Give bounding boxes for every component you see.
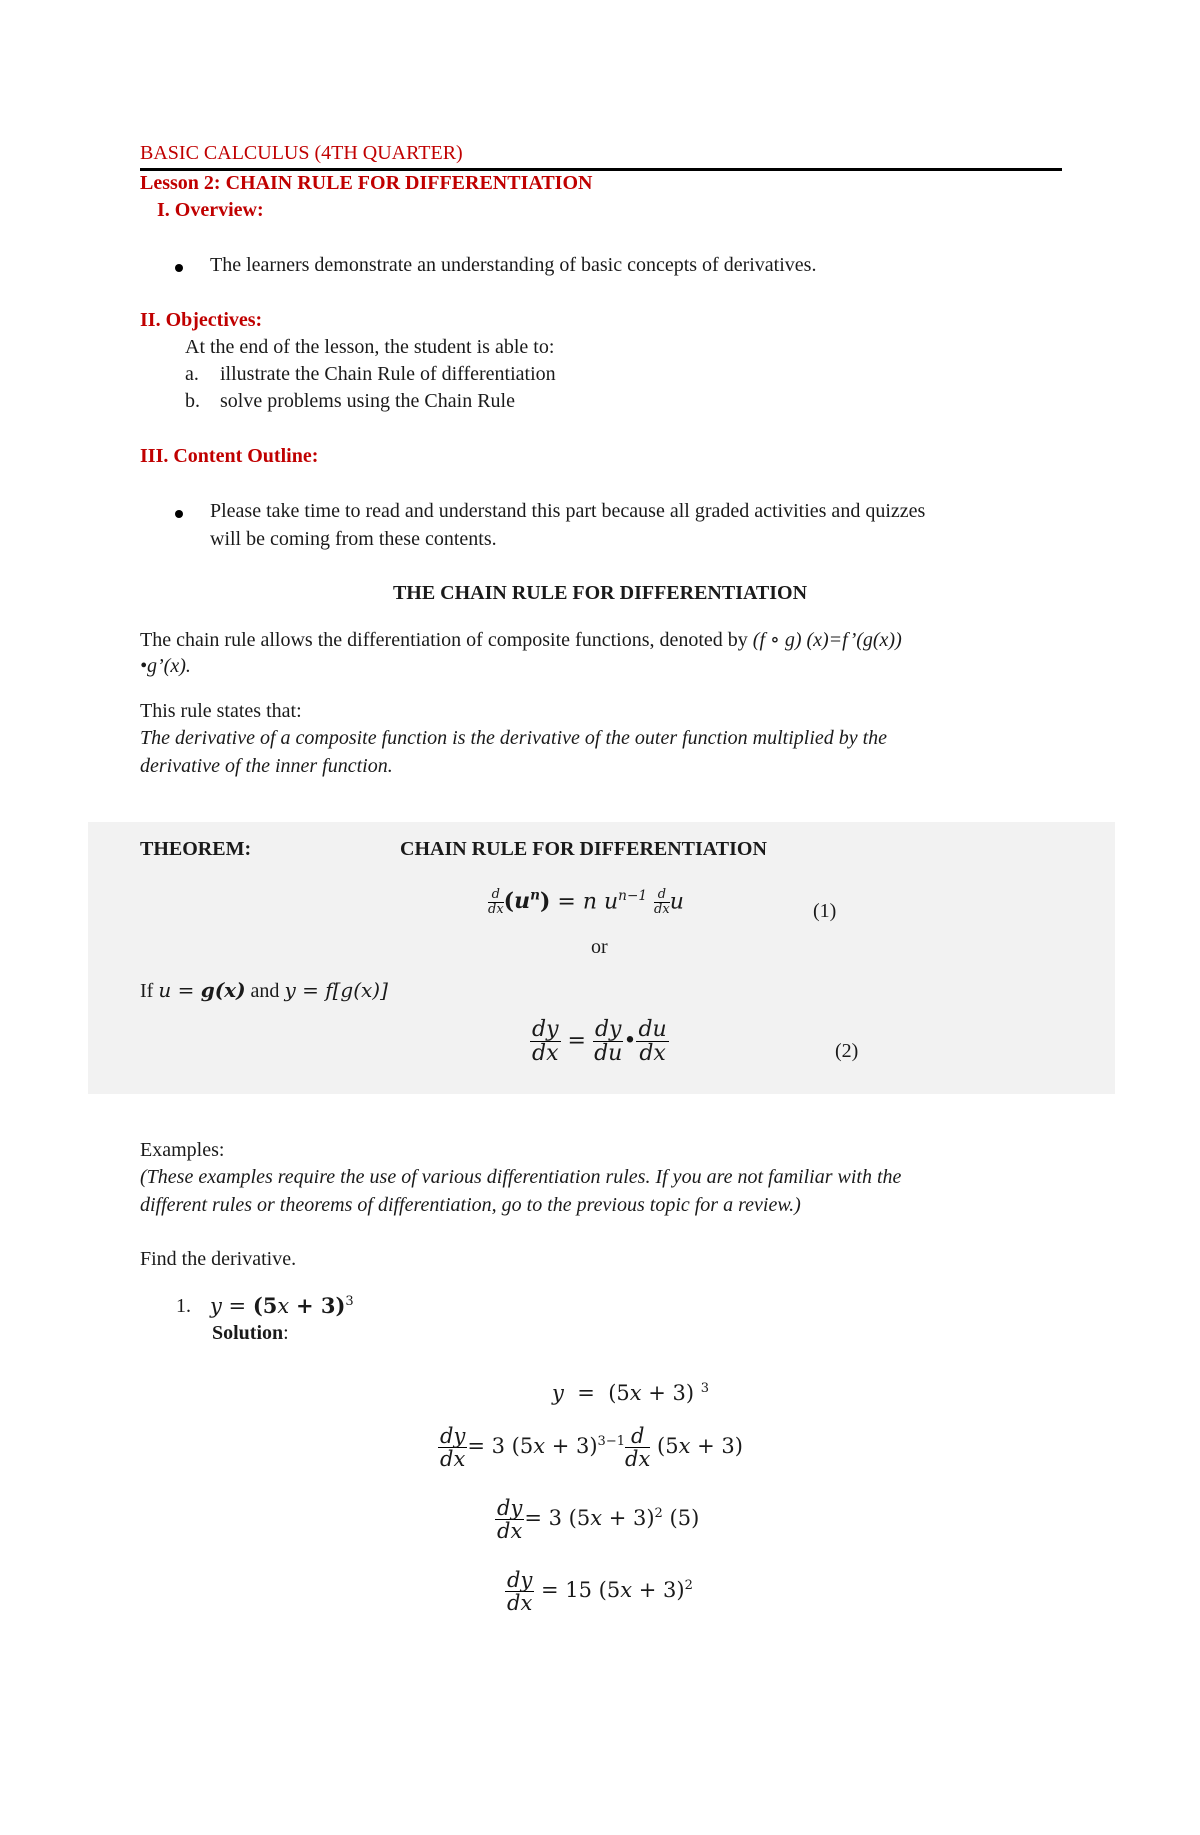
examples-label: Examples: [140,1139,225,1161]
objective-item-marker: b. [185,390,200,412]
find-derivative-instruction: Find the derivative. [140,1248,297,1270]
lesson-title: Lesson 2: CHAIN RULE FOR DIFFERENTIATION [140,172,593,194]
leibniz-chain-equation: $\frac{dy}{dx}$ = $\frac{dy}{du}$ • $\frac{du}{dx}$ [532,1017,667,1067]
y-definition: y = f[g(x)] [284,978,388,1002]
document-title: BASIC CALCULUS (4TH QUARTER) [140,142,463,164]
examples-note-line: (These examples require the use of various differentiation rules. If you are not familiar with the [140,1166,902,1188]
solution-step: $\frac{dy}{dx}$ = 3 $(5x + 3)^2$ (5) [497,1496,700,1544]
dy-dx-fraction: $\frac{dy}{dx}$ [532,1017,559,1067]
and-text: and [250,980,280,1002]
d-dx-operator: $\frac{d}{dx}$ [625,1424,651,1472]
bullet-icon [175,510,183,518]
objective-item-text: illustrate the Chain Rule of differentiation [220,363,556,385]
objective-item-marker: a. [185,363,199,385]
rule-intro: This rule states that: [140,700,302,722]
theorem-label: THEOREM: [140,838,252,860]
objectives-heading: II. Objectives: [140,309,263,331]
example-number: 1. [176,1295,191,1317]
dy-du-fraction: $\frac{dy}{du}$ [594,1017,623,1067]
equation-number: (2) [835,1040,859,1062]
title-underline [140,168,1062,171]
dy-dx-fraction: $\frac{dy}{dx}$ [440,1424,466,1472]
solution-label [212,1322,289,1345]
equation-number: (1) [813,900,837,922]
example-problem: $y = (5x + 3)^3$ [210,1293,354,1318]
content-bullet-line: Please take time to read and understand this part because all graded activities and quizzes [210,500,926,522]
dy-dx-fraction: $\frac{dy}{dx}$ [507,1568,533,1616]
rule-statement-line: The derivative of a composite function is the derivative of the outer function multiplied by the [140,727,888,749]
d-dx-operator: $\frac{d}{dx}$ [654,887,670,917]
overview-heading: I. Overview: [157,199,264,221]
solution-step: $\frac{dy}{dx}$ = 3 $(5x + 3)^{3-1}$ $\frac{d}{dx}$ (5x + 3) [440,1424,743,1472]
solution-colon: : [283,1322,289,1344]
power-chain-equation: $\frac{d}{dx}$ $(u^n) = n$ $u^{n-1}$ $\frac{d}{dx}$ u [488,887,684,917]
overview-bullet-text: The learners demonstrate an understanding of basic concepts of derivatives. [210,254,817,276]
du-dx-fraction: $\frac{du}{dx}$ [638,1017,667,1067]
substitution-line [140,978,388,1003]
d-dx-operator: $\frac{d}{dx}$ [488,887,504,917]
if-text: If [140,980,154,1002]
rule-statement-line: derivative of the inner function. [140,755,393,777]
bullet-icon [175,264,183,272]
dy-dx-fraction: $\frac{dy}{dx}$ [497,1496,523,1544]
solution-word: Solution [212,1322,284,1344]
intro-text: The chain rule allows the differentiation of composite functions, denoted by [140,629,753,651]
theorem-title: CHAIN RULE FOR DIFFERENTIATION [400,838,767,860]
or-text: or [591,936,608,958]
objective-item-text: solve problems using the Chain Rule [220,390,515,412]
content-outline-heading: III. Content Outline: [140,445,319,467]
solution-step: y = (5x + 3) $^3$ [552,1381,710,1405]
intro-formula-continued: •g’(x). [140,655,191,677]
objectives-intro: At the end of the lesson, the student is able to: [185,336,555,358]
solution-step: $\frac{dy}{dx}$ = 15 $(5x + 3)^2$ [507,1568,693,1616]
content-bullet-line: will be coming from these contents. [210,528,497,550]
intro-formula: (f ∘ g) (x)=f’(g(x)) [752,629,902,651]
examples-note-line: different rules or theorems of differentiation, go to the previous topic for a review.) [140,1194,801,1216]
intro-paragraph [140,627,902,652]
u-definition: u = g(x) [158,978,246,1002]
section-title: THE CHAIN RULE FOR DIFFERENTIATION [392,582,808,604]
